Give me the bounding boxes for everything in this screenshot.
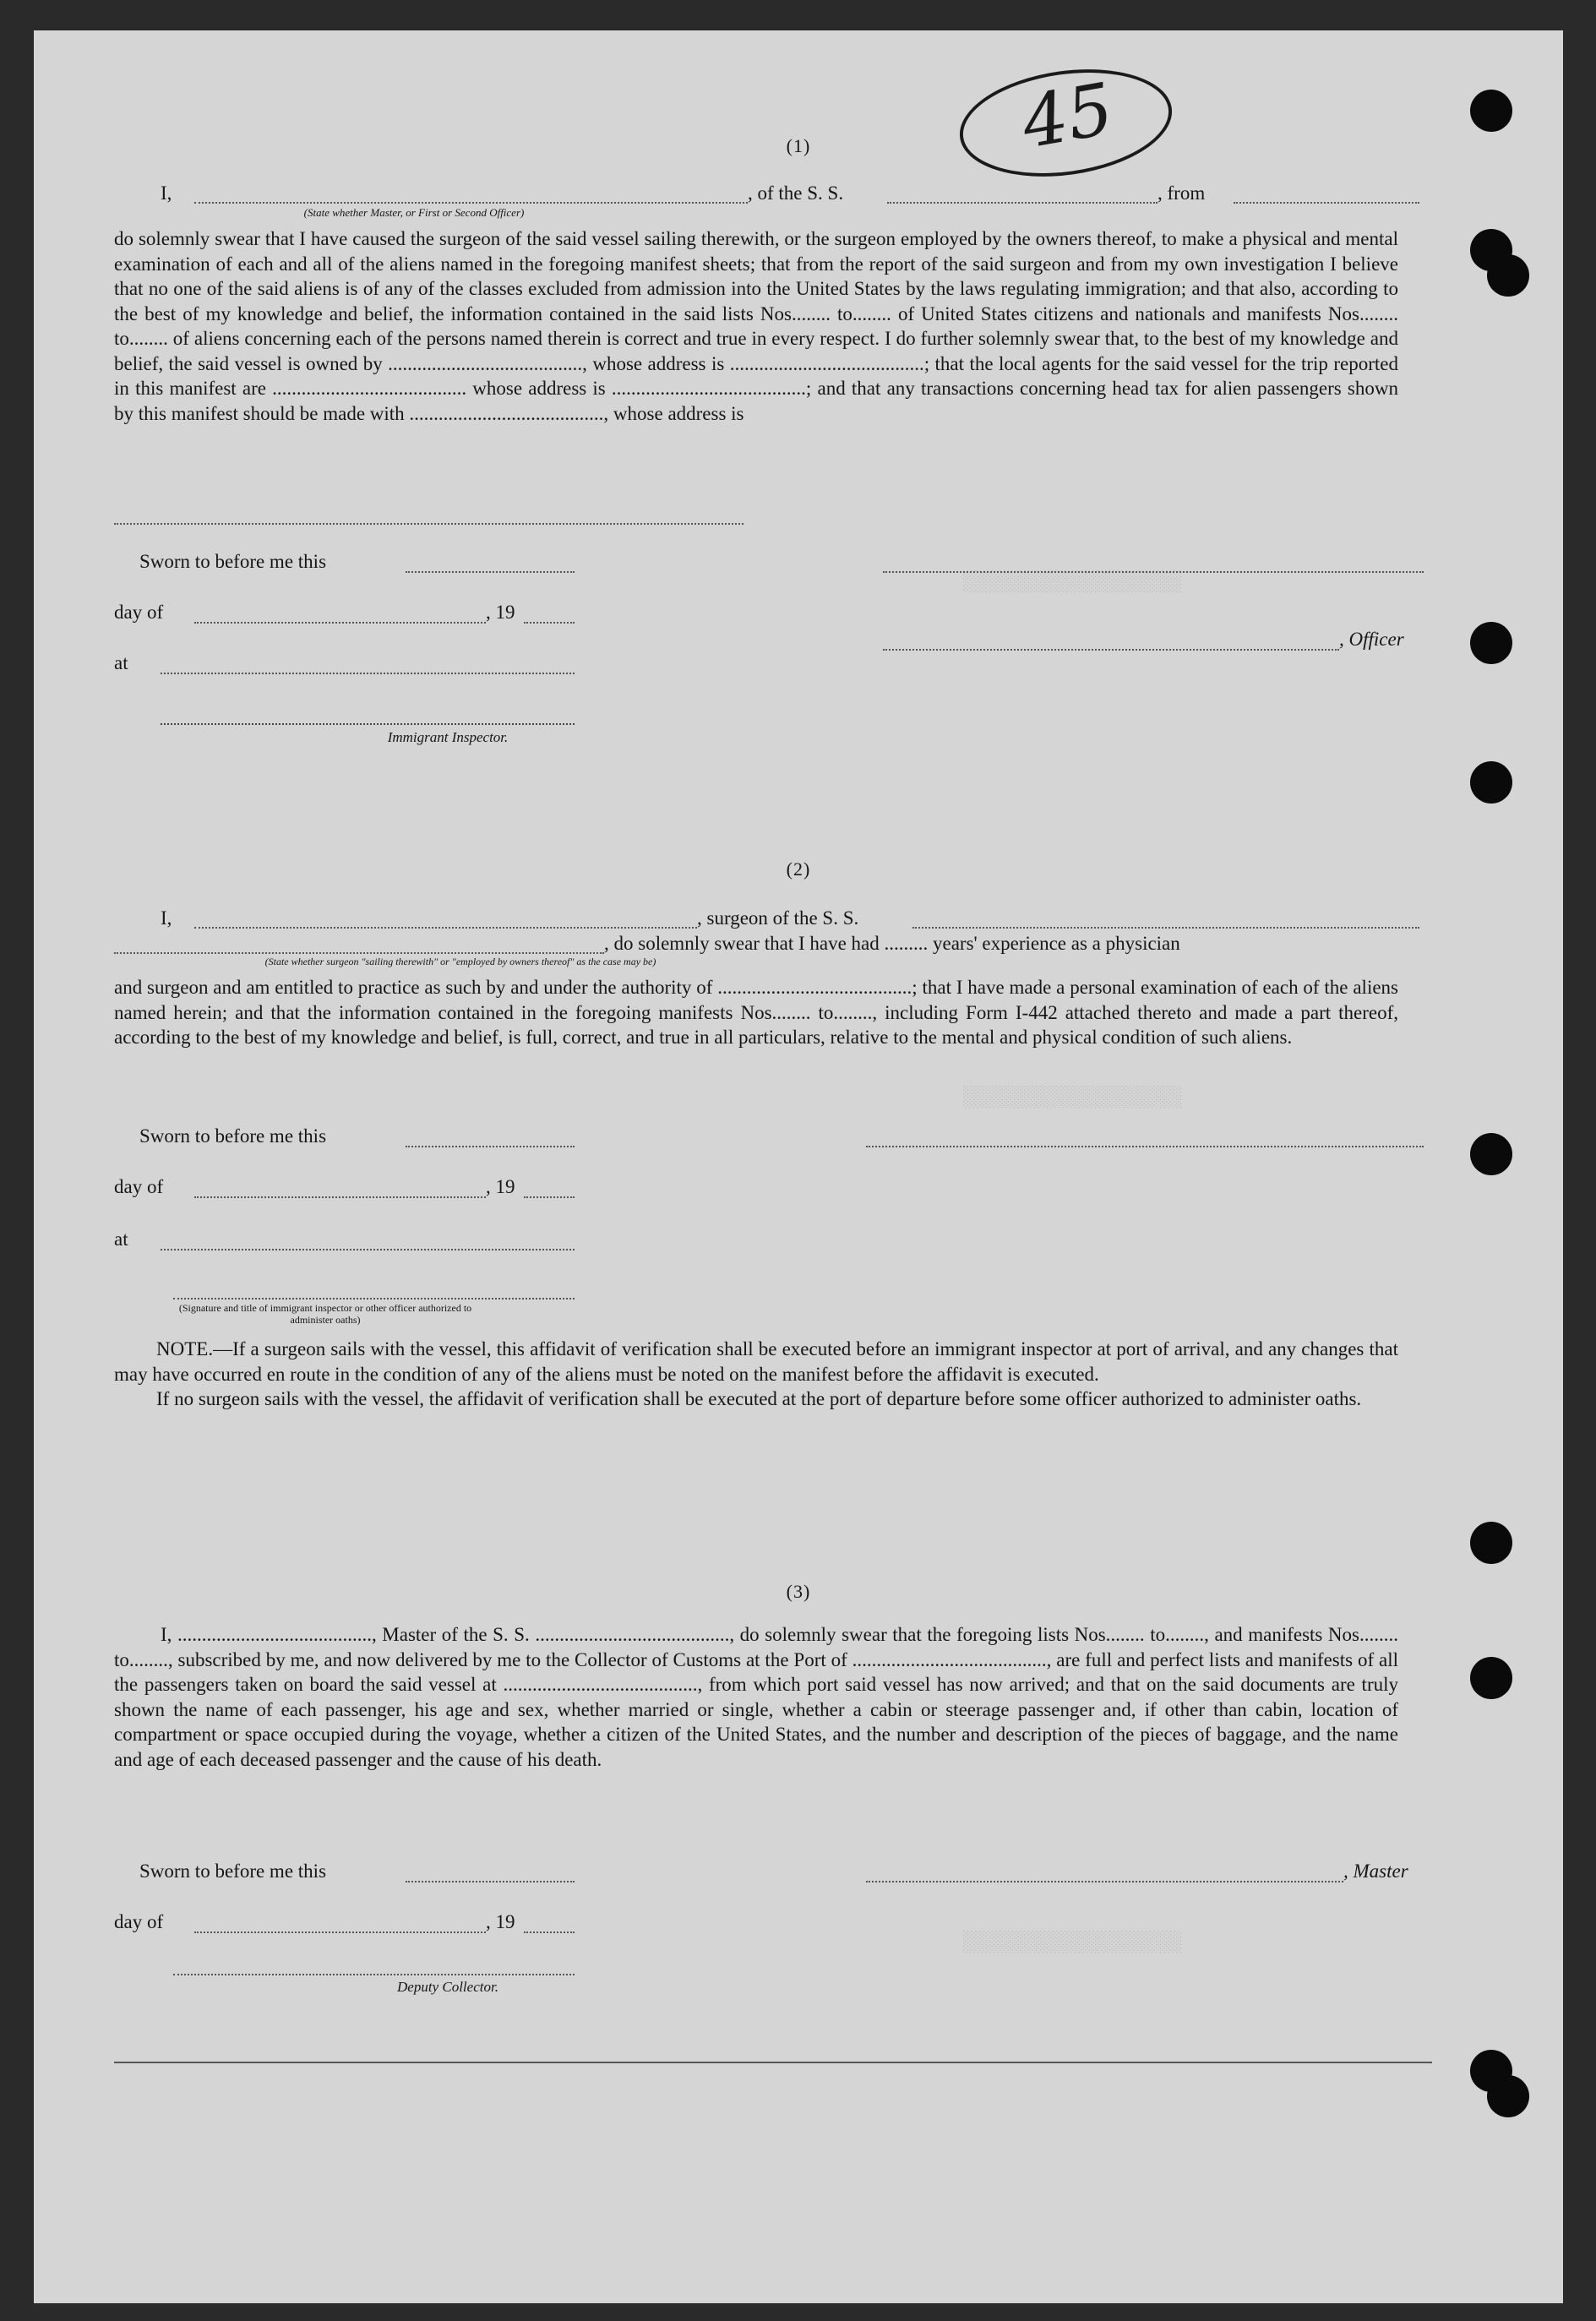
show-through-text: ░░░░░░░░░░░░░░░░░░: [963, 1931, 1183, 1954]
deputy-collector-label: Deputy Collector.: [397, 1979, 498, 1995]
section-1-year-label: , 19: [486, 602, 515, 623]
note-surgeon-sails: NOTE.—If a surgeon sails with the vessel, this affidavit of verification shall be executed before an immigrant inspector at port of arrival, and any changes that may have occurred en route in the condition of any of the aliens must be noted on the manifest before the affidavit is executed.: [114, 1338, 1398, 1385]
sworn-date-line[interactable]: [406, 571, 575, 573]
section-3-year-label: , 19: [486, 1911, 515, 1932]
punch-hole: [1470, 1657, 1512, 1699]
section-2-number: (2): [786, 858, 811, 880]
address-line[interactable]: [114, 523, 744, 525]
section-2-notes: [114, 1337, 1398, 1412]
section-1-ss-label: , of the S. S.: [748, 183, 844, 204]
section-2-day-label: day of: [114, 1176, 164, 1197]
year-line[interactable]: [524, 622, 575, 624]
section-2-text: and surgeon and am entitled to practice as such by and under the authority of ........................................; that I have made a personal examination of each of the aliens named herein; and that the information contained in the foregoing manifests Nos........ to........, including Form I-442 attached thereto and made a part thereof, according to the best of my knowledge and belief, is full, correct, and true in all particulars, relative to the mental and physical condition of such aliens.: [114, 977, 1398, 1048]
surgeon-signature-line[interactable]: [866, 1146, 1424, 1147]
punch-hole: [1470, 761, 1512, 804]
punch-hole: [1487, 2075, 1529, 2117]
section-1-body: [114, 226, 1398, 426]
handwritten-number: 45: [1016, 67, 1119, 165]
from-port-line[interactable]: [1234, 202, 1419, 204]
punch-hole: [1487, 254, 1529, 297]
section-1-sworn-label: Sworn to before me this: [139, 551, 327, 572]
section-2-year-label: , 19: [486, 1176, 515, 1197]
year-line[interactable]: [524, 1196, 575, 1198]
surgeon-type-line[interactable]: [114, 952, 604, 954]
immigrant-inspector-label: Immigrant Inspector.: [387, 729, 509, 745]
section-1-caption: (State whether Master, or First or Second Officer): [303, 206, 525, 219]
bottom-divider: [114, 2062, 1432, 2063]
section-3-text: I, ........................................, Master of the S. S. ........................................, do solemnly swear that the foregoing lists Nos........ to........, and manifests Nos........ to........, subscribed by me, and now delivered by me to the Collector of Customs at the Port of ........................................, are full and perfect lists and manifests of all the passengers taken on board the said vessel at ........................................, from which port said vessel has now arrived; and that on the said documents are truly shown the name of each passenger, his age and sex, whether married or single, whether a cabin or steerage passenger and, if other than cabin, location of compartment or space occupied during the voyage, whether a citizen of the United States, and the number and description of the pieces of baggage, and the name and age of each deceased passenger and the cause of his death.: [114, 1624, 1398, 1770]
punch-hole: [1470, 90, 1512, 132]
year-line[interactable]: [524, 1931, 575, 1933]
section-2-body: [114, 975, 1398, 1050]
sworn-date-line[interactable]: [406, 1881, 575, 1882]
at-line[interactable]: [161, 1249, 575, 1250]
section-1-at-label: at: [114, 652, 128, 673]
section-1-text: do solemnly swear that I have caused the surgeon of the said vessel sailing therewith, or the surgeon employed by the owners thereof, to make a physical and mental examination of each and all of the aliens named in the foregoing manifest sheets; that from the report of the said surgeon and from my own investigation I believe that no one of the said aliens is of any of the classes excluded from admission into the United States by the laws regulating immigration; and that also, according to the best of my knowledge and belief, the information contained in the said lists Nos........ to........ of United States citizens and nationals and manifests Nos........ to........ of aliens concerning each of the persons named therein is correct and true in every respect. I do further solemnly swear that, to the best of my knowledge and belief, the said vessel is owned by ........................................, whose address is ........................................; that the local agents for the said vessel for the trip reported in this manifest are ........................................ whose address is ........................................; and that any transactions concerning head tax for alien passengers shown by this manifest should be made with ........................................, whose address is: [114, 228, 1398, 424]
section-2-line2: , do solemnly swear that I have had ......... years' experience as a physician: [604, 933, 1180, 954]
inspector-signature-line[interactable]: [161, 723, 575, 725]
day-line[interactable]: [194, 1931, 486, 1933]
at-line[interactable]: [161, 673, 575, 674]
section-3-day-label: day of: [114, 1911, 164, 1932]
manifest-affidavit-page: [34, 30, 1563, 2303]
day-line[interactable]: [194, 1196, 486, 1198]
section-1-from-label: , from: [1158, 183, 1206, 204]
surgeon-name-line[interactable]: [194, 927, 697, 929]
signature-title-caption: (Signature and title of immigrant inspector or other officer authorized to administer oaths): [178, 1302, 472, 1326]
surgeon-vessel-line[interactable]: [912, 927, 1419, 929]
punch-hole: [1470, 1522, 1512, 1564]
punch-hole: [1470, 622, 1512, 664]
section-1-number: (1): [786, 135, 811, 156]
punch-hole: [1470, 1133, 1512, 1175]
section-2-i-label: I,: [161, 907, 172, 929]
section-2-ss-label: , surgeon of the S. S.: [697, 907, 859, 929]
section-2-at-label: at: [114, 1229, 128, 1250]
show-through-text: ░░░░░░░░░░░░░░░░░░: [963, 1087, 1183, 1109]
deputy-collector-signature-line[interactable]: [173, 1974, 575, 1975]
officer-signature-line[interactable]: [883, 649, 1339, 651]
officer-label: , Officer: [1339, 629, 1404, 650]
section-2-sworn-label: Sworn to before me this: [139, 1125, 327, 1147]
vessel-name-line[interactable]: [887, 202, 1158, 204]
master-label: , Master: [1343, 1861, 1408, 1882]
sworn-date-line[interactable]: [406, 1146, 575, 1147]
note-no-surgeon: If no surgeon sails with the vessel, the affidavit of verification shall be executed at the port of departure before some officer authorized to administer oaths.: [156, 1388, 1362, 1409]
master-name-line[interactable]: [194, 202, 748, 204]
show-through-text: ░░░░░░░░░░░░░░░░░░: [963, 571, 1183, 594]
officer-signature-top-line[interactable]: [883, 571, 1424, 573]
day-line[interactable]: [194, 622, 486, 624]
section-3-number: (3): [786, 1581, 811, 1602]
master-signature-line[interactable]: [866, 1881, 1343, 1882]
section-1-i-label: I,: [161, 183, 172, 204]
section-1-day-label: day of: [114, 602, 164, 623]
authorized-officer-signature-line[interactable]: [173, 1298, 575, 1299]
section-3-sworn-label: Sworn to before me this: [139, 1861, 327, 1882]
section-3-body: [114, 1622, 1398, 1772]
section-2-caption: (State whether surgeon "sailing therewith" or "employed by owners thereof" as the case may be): [264, 956, 656, 967]
